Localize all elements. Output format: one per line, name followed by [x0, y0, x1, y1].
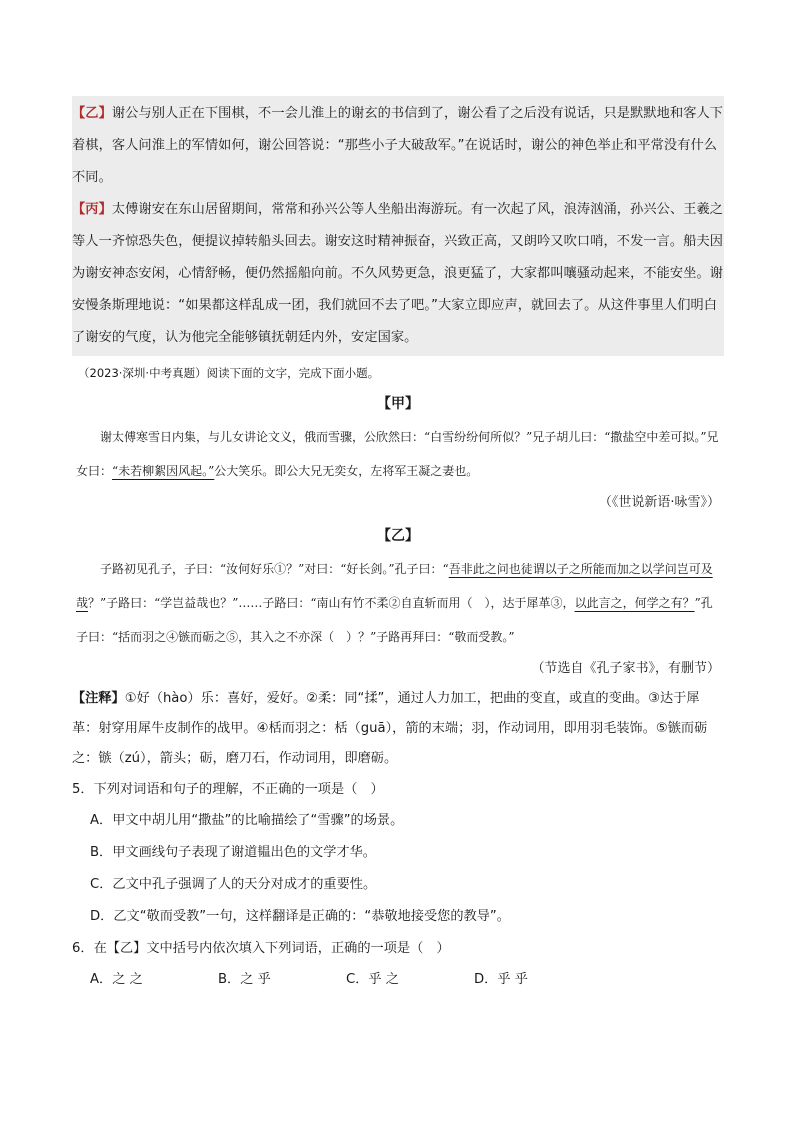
jia-text-1: 谢太傅寒雪日内集，与儿女讲论文义，俄而雪骤，公欣然曰：“白雪纷纷何所似？”兄子胡儿曰：“撒盐空中差可拟。”兄女曰：	[76, 430, 719, 478]
yi-translation	[72, 98, 724, 194]
annotations	[72, 684, 724, 774]
question-source	[72, 360, 724, 386]
highlighted-translations	[72, 96, 724, 356]
yi-reference: （节选自《孔子家书》，有删节）	[531, 661, 720, 676]
yi-heading: 【乙】	[377, 528, 419, 544]
jia-passage	[72, 420, 724, 488]
yi-underlined-2: 以此言之，何学之有？	[574, 596, 695, 610]
bing-translation-text: 太傅谢安在东山居留期间，常常和孙兴公等人坐船出海游玩。有一次起了风，浪涛汹涌，孙兴公、王羲之等人一齐惊恐失色，便提议掉转船头回去。谢安这时精神振奋，兴致正高，又朗吟又吹口哨，不发一言。船夫因为谢安神态安闲，心情舒畅，便仍然摇船向前。不久风势更急，浪更猛了，大家都叫嚷骚动起来，不能安坐。谢安慢条斯理地说：“如果都这样乱成一团，我们就回不去了吧。”大家立即应声，就回去了。从这件事里人们明白了谢安的气度，认为他完全能够镇抚朝廷内外，安定国家。	[72, 202, 724, 345]
question-6-option-b[interactable]: B．之 乎	[218, 972, 271, 987]
bing-translation	[72, 194, 724, 354]
yi-underlined-1: 吾非此之问也徒谓以子之所能而加之以学问岂可及哉	[76, 562, 713, 610]
question-5-option-d[interactable]: D．乙文“敬而受教”一句，这样翻译是正确的：“恭敬地接受您的教导”。	[90, 909, 510, 924]
question-5-option-b[interactable]: B．甲文画线句子表现了谢道韫出色的文学才华。	[90, 845, 376, 860]
source-instruction: 阅读下面的文字，完成下面小题。	[206, 366, 380, 380]
question-5-option-a[interactable]: A．甲文中胡儿用“撒盐”的比喻描绘了“雪骤”的场景。	[90, 813, 404, 828]
yi-text-2: ？”子路曰：“学岂益哉也？”……子路曰：“南山有竹不柔②自直斩而用（ ），达于犀革③，	[88, 596, 575, 610]
source-tag: （2023·深圳·中考真题）	[78, 366, 207, 380]
yi-passage	[72, 552, 724, 654]
yi-tag: 【乙】	[72, 106, 112, 121]
jia-reference: （《世说新语·咏雪》）	[598, 495, 720, 510]
yi-text-1: 子路初见孔子，子曰：“汝何好乐①？”对曰：“好长剑。”孔子曰：“	[100, 562, 449, 576]
question-6-stem: 6．在【乙】文中括号内依次填入下列词语，正确的一项是（ ）	[72, 941, 450, 956]
bing-tag: 【丙】	[72, 202, 112, 217]
yi-text-3: ”孔子曰：“括而羽之④镞而砺之⑤，其入之不亦深（ ）？”子路再拜曰：“敬而受教。”	[76, 596, 713, 644]
annotation-text: ①好（hào）乐：喜好，爱好。②柔：同“揉”，通过人力加工，把曲的变直，或直的变曲。③达于犀革：射穿用犀牛皮制作的战甲。④栝而羽之：栝（guā），箭的末端；羽，作动词用，即用羽毛装饰。⑤镞而砺之：镞（zú），箭头；砺，磨刀石，作动词用，即磨砺。	[72, 691, 708, 766]
jia-underlined-sentence: “未若柳絮因风起。”	[112, 464, 215, 478]
question-6-option-a[interactable]: A．之 之	[90, 972, 143, 987]
question-6-options	[72, 964, 724, 996]
question-6-option-d[interactable]: D．乎 乎	[474, 972, 528, 987]
question-5-stem: 5．下列对词语和句子的理解，不正确的一项是（ ）	[72, 782, 384, 797]
question-6-option-c[interactable]: C．乎 之	[346, 972, 399, 987]
page-content	[72, 96, 724, 996]
jia-heading: 【甲】	[377, 396, 419, 412]
annotation-tag: 【注释】	[72, 691, 125, 706]
jia-text-2: 公大笑乐。即公大兄无奕女，左将军王凝之妻也。	[214, 464, 479, 478]
question-5-option-c[interactable]: C．乙文中孔子强调了人的天分对成才的重要性。	[90, 877, 377, 892]
yi-translation-text: 谢公与别人正在下围棋，不一会儿淮上的谢玄的书信到了，谢公看了之后没有说话，只是默默地和客人下着棋，客人问淮上的军情如何，谢公回答说：“那些小子大破敌军。”在说话时，谢公的神色举止和平常没有什么不同。	[72, 106, 724, 185]
